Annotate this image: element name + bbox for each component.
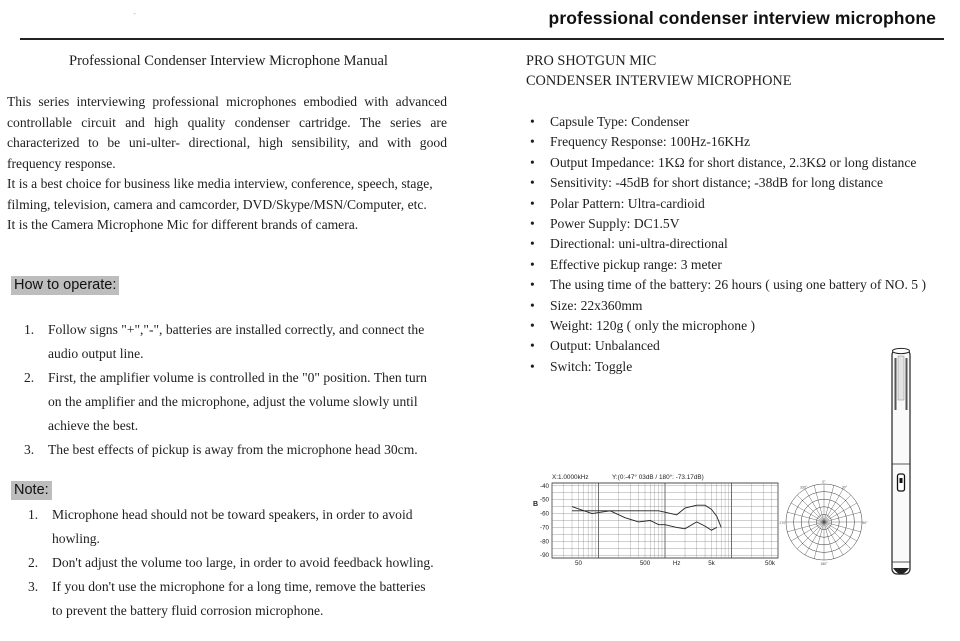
polar-angle-label: 180° <box>820 562 828 566</box>
bullet: • <box>530 236 535 252</box>
list-item <box>24 366 437 438</box>
spec-text: Switch: Toggle <box>550 358 633 374</box>
bullet: • <box>530 358 535 374</box>
spec-text: Size: 22x360mm <box>550 297 643 313</box>
item-number: 2. <box>28 555 39 570</box>
polar-spoke <box>791 522 824 541</box>
intro-text <box>7 92 447 236</box>
spec-item <box>530 132 926 152</box>
bullet: • <box>530 318 535 334</box>
polar-angle-label: 30° <box>841 485 848 490</box>
polar-spoke <box>824 522 857 541</box>
operate-list <box>24 318 437 462</box>
y-tick-label: -60 <box>540 510 549 518</box>
polar-angle-label: 270° <box>779 521 787 525</box>
item-text: The best effects of pickup is away from the microphone head 30cm. <box>48 442 418 457</box>
microphone-image <box>880 344 920 580</box>
polar-grid <box>786 484 862 560</box>
polar-spoke <box>824 495 851 522</box>
product-title-line1: PRO SHOTGUN MIC <box>526 53 657 69</box>
polar-angle-label: 90° <box>862 521 868 525</box>
note-list <box>28 503 437 623</box>
chart-header-y: Y:(0:-47° 03dB / 180°: -73.17dB) <box>612 474 704 481</box>
spec-text: Effective pickup range: 3 meter <box>550 256 722 272</box>
item-text: If you don't use the microphone for a long time, remove the batteries to prevent the battery fluid corrosion microphone. <box>52 579 426 618</box>
product-title <box>526 51 791 91</box>
y-tick-label: -50 <box>540 496 549 504</box>
list-item <box>28 503 437 551</box>
manual-title: Professional Condenser Interview Microphone Manual <box>69 53 388 69</box>
spec-item <box>530 112 926 132</box>
polar-spoke <box>797 522 824 549</box>
spec-text: Power Supply: DC1.5V <box>550 216 680 232</box>
list-item <box>28 575 437 623</box>
bullet: • <box>530 277 535 293</box>
spec-item <box>530 234 926 254</box>
spec-item <box>530 255 926 275</box>
spec-item <box>530 357 926 377</box>
spec-item <box>530 336 926 356</box>
x-tick-label: Hz <box>672 560 681 567</box>
bullet: • <box>530 114 535 129</box>
bullet: • <box>530 256 535 272</box>
spec-text: The using time of the battery: 26 hours ( using one battery of NO. 5 ) <box>550 277 927 293</box>
item-text: Follow signs "+","-", batteries are installed correctly, and connect the audio output line. <box>48 322 425 361</box>
spec-item <box>530 173 926 193</box>
spec-item <box>530 316 926 336</box>
x-tick-labels <box>575 560 776 567</box>
product-title-line2: CONDENSER INTERVIEW MICROPHONE <box>526 73 792 89</box>
spec-list <box>530 112 926 377</box>
polar-spoke <box>824 503 857 522</box>
spec-text: Capsule Type: Condenser <box>550 114 690 129</box>
frequency-response-chart <box>528 466 784 570</box>
item-text: First, the amplifier volume is controlled in the "0" position. Then turn on the amplifier and the microphone, adjust the volume slowly until achieve the best. <box>48 370 427 433</box>
bullet: • <box>530 216 535 232</box>
list-item <box>24 438 437 462</box>
polar-angle-label: 330° <box>799 485 808 490</box>
item-number: 3. <box>24 442 35 457</box>
intro-paragraph: It is a best choice for business like media interview, conference, speech, stage, filming, television, camera and camcorder, DVD/Skype/MSN/Computer, etc. <box>7 176 433 212</box>
spec-text: Weight: 120g ( only the microphone ) <box>550 318 756 334</box>
spec-item <box>530 153 926 173</box>
y-tick-label: -80 <box>540 538 549 546</box>
spec-text: Sensitivity: -45dB for short distance; -38dB for long distance <box>550 175 884 191</box>
spec-text: Output Impedance: 1KΩ for short distance, 2.3KΩ or long distance <box>550 154 917 170</box>
spec-text: Polar Pattern: Ultra-cardioid <box>550 195 705 211</box>
item-text: Microphone head should not be toward speakers, in order to avoid howling. <box>52 507 413 546</box>
header-divider <box>20 38 944 40</box>
y-tick-labels <box>540 483 550 559</box>
list-item <box>24 318 437 366</box>
polar-spoke <box>824 522 843 555</box>
polar-spoke <box>797 495 824 522</box>
intro-paragraph: This series interviewing professional microphones embodied with advanced controllable circuit and high quality condenser cartridge. The series are characterized to be uni-ulter- directional, high sensibility, and with good frequency response. <box>7 94 447 171</box>
bullet: • <box>530 175 535 191</box>
item-number: 2. <box>24 370 35 385</box>
scan-mark: - <box>133 8 136 18</box>
bullet: • <box>530 297 535 313</box>
chart-header-x: X:1.0000kHz <box>552 474 589 481</box>
x-tick-label: 50 <box>575 560 582 567</box>
x-tick-label: 5k <box>708 560 715 567</box>
list-item <box>28 551 437 575</box>
bullet: • <box>530 195 535 211</box>
x-tick-label: 50k <box>765 560 775 567</box>
spec-item <box>530 214 926 234</box>
item-number: 1. <box>28 507 39 522</box>
spec-text: Output: Unbalanced <box>550 338 660 354</box>
bullet: • <box>530 338 535 354</box>
item-number: 3. <box>28 579 39 594</box>
polar-spoke <box>805 522 824 555</box>
polar-spoke <box>824 489 843 522</box>
intro-paragraph: It is the Camera Microphone Mic for different brands of camera. <box>7 217 359 232</box>
y-tick-label: -40 <box>540 482 549 490</box>
how-to-operate-heading: How to operate: <box>11 276 119 295</box>
polar-spoke <box>791 503 824 522</box>
chart-unit-label: B <box>533 501 539 508</box>
polar-spoke <box>805 489 824 522</box>
spec-item <box>530 275 926 295</box>
header-title: professional condenser interview microphone <box>548 8 936 28</box>
item-number: 1. <box>24 322 35 337</box>
note-heading: Note: <box>11 481 52 500</box>
y-tick-label: -70 <box>540 524 549 532</box>
item-text: Don't adjust the volume too large, in order to avoid feedback howling. <box>52 555 434 570</box>
bullet: • <box>530 154 535 170</box>
y-tick-label: -90 <box>540 552 549 560</box>
bullet: • <box>530 134 535 150</box>
x-tick-label: 500 <box>639 560 651 567</box>
polar-angle-label: 0° <box>822 480 826 484</box>
polar-spoke <box>824 522 851 549</box>
spec-text: Directional: uni-ultra-directional <box>550 236 728 252</box>
polar-pattern-chart <box>778 476 872 568</box>
chart-grid <box>552 483 778 558</box>
spec-text: Frequency Response: 100Hz-16KHz <box>550 134 751 150</box>
spec-item <box>530 194 926 214</box>
spec-item <box>530 296 926 316</box>
